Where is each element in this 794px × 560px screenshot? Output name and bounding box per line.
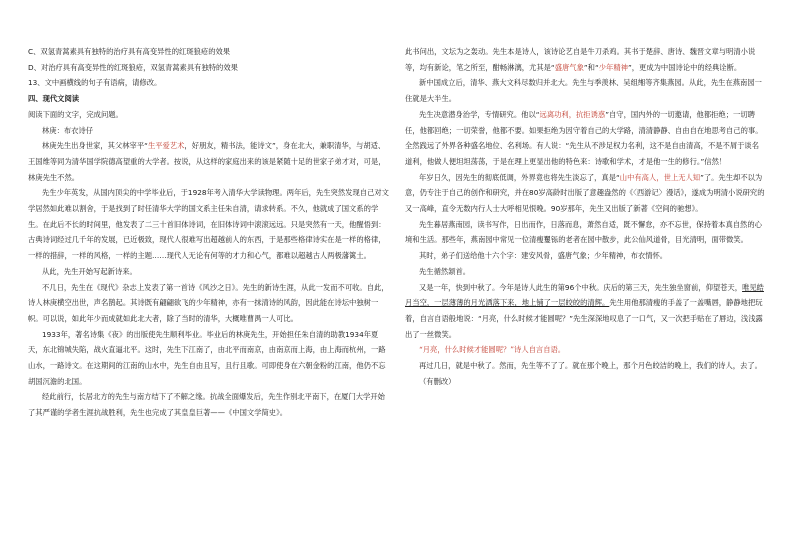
paragraph-9: 先生决意潜身治学，专情研究。他以“远离功利，抗拒诱惑”自守，国内外的一切邀请，他都拒绝；一切聘任，他都回绝；一切荣誉，他都不要。如果拒绝为因守着自己的大学路，清清静静、自由自在地思考自己的事。全然践远了外界各种盛名地位、名利场。有人说：“先生从不涉足权力名利，这不是自由清高，不是不屑于谈名道利，他做人便坦坦荡荡，于是在理上更显出他的特色来：诗歌和学术，才是他一生的修行。”信然！	[405, 109, 763, 166]
option-c: C、双氢青蒿素具有独特的治疗具有高变异性的红斑狼疮的效果	[28, 47, 231, 56]
quote-lin-zaiping: 生平爱艺术	[147, 141, 185, 151]
paragraph-16: 再过几日，就是中秋了。然而，先生等不了了。就在那个晚上，那个月色皎洁的晚上，我们的诗人，去了。	[419, 361, 762, 371]
section-heading: 四、现代文阅读	[28, 94, 80, 104]
paragraph-15: “月亮，什么时候才能圆呢？”诗人自言自语。	[419, 345, 566, 355]
paragraph-2: 先生少年英发，从国内顶尖的中学毕业后，于1928年考入清华大学读物理。两年后，先生突然发现自己对文学居然如此难以割舍，于是找到了时任清华大学的国文系主任朱自清，请求转系。不久，他就成了国文系的学生。在此后不长的时间里，他发表了二三十首旧体诗词，在旧体诗词中滚滚远远。只是突然有一天，他醒悟到：古典诗词经过几千年的发展，已近极致，现代人很难写出超越前人的东西，于是那些格律诗实在是一样的格律，一样的措辞，一样的风格，一样的主题……现代人无论有何等的才力和心气，都难以超越古人两极藩篱土。	[28, 188, 389, 261]
paragraph-12: 其时，弟子们送给他十六个字：建安风骨，盛唐气象；少年精神，布衣情怀。	[419, 251, 668, 261]
option-d: D、对治疗具有高变异性的红斑狼疮，双氢青蒿素具有独特的效果	[28, 62, 238, 72]
right-column	[405, 44, 766, 560]
paragraph-14: 又是一年，快到中秋了。今年是诗人此生的第96个中秋。庆后的第三天，先生独坐窗前，仰望苍天，唯见皓月当空，一层薄薄的月光洒落下来，地上铺了一层皎皎的清辉。先生用他那清瘦的手盖了一盖嘴唇，静静地把玩着，自言自语般地说：“月亮，什么时候才能圆呢？”先生深深地叹息了一口气，又一次把手贴在了唇边，浅浅露出了一丝微笑。	[405, 282, 764, 339]
paragraph-1: 林庚先生出身世家，其父林宰平“生平爱艺术，好朋友，精书法，能诗文”，身在北大，兼职清华，与胡适、王国维等同为清华国学院德高望重的大学者。按说，从这样的家庭出来的该是紧随十足的世家子弟才对，可是，林庚先生不然。	[28, 141, 386, 182]
edited-note: （有删改）	[419, 376, 456, 386]
article-title: 林庚：布衣诗仔	[42, 125, 94, 135]
question-13: 13、文中画横线的句子有语病，请修改。	[28, 78, 162, 88]
quote-shaonian: 少年精神	[598, 62, 628, 72]
quote-motto: 远离功利，抗拒诱惑	[539, 109, 606, 119]
paragraph-11: 先生暮居燕南园，读书写作，日出而作，日落而息，萧然自适，既不懈怠，亦不忘世，保持着本真自然的心境和生活。那些年，燕南园中常见一位清瘦矍铄的老者在园中散步，此公仙风道骨，目光清明，面带微笑。	[405, 219, 762, 245]
paragraph-8: 新中国成立后，清华、燕大文科尽数归并北大。先生与季羡林、吴组缃等齐集燕园。从此，先生在燕南园一住就是大半生。	[405, 78, 762, 104]
underlined-sentence: 唯见皓月当空，一层薄薄的月光洒落下来，地上铺了一层皎皎的清辉。	[405, 282, 764, 308]
left-column	[28, 44, 389, 560]
paragraph-6: 经此前行，长居北方的先生与南方结下了不解之缘。抗战全面爆发后，先生作别北平南下，在厦门大学开始了其严谨的学者生涯抗战胜利，先生也完成了其皇皇巨著——《中国文学简史》。	[28, 392, 385, 418]
paragraph-4: 不几日，先生在《现代》杂志上发表了第一首诗《风沙之日》。先生的新诗生涯，从此一发而不可收。自此，诗人林庚横空出世，声名鹊起。其诗既有翩翩欲飞的少年精神，亦有一抹清诗的风韵，因此能在诗坛中独树一帜。可以说，如此年少而成就如此北大者，除了当时的清华，大概唯曹禺一人可比。	[28, 282, 389, 323]
paragraph-5: 1933年，著名诗集《夜》的出版使先生顺利毕业。毕业后的林庚先生，开始担任朱自清的助教1934年夏天，东北锦城失陷，战火直逼北平。这时，先生下江南了，由北平而南京，由南京而上海，由上海而杭州，一路山水，一路诗文。在这期间的江南的山水中，先生自由且写，且行且歌。可即使身在六朝金粉的江南，他仍不忘胡国沉澹的北国。	[28, 329, 386, 386]
paragraph-13: 先生循然颔首。	[419, 266, 471, 276]
reading-instruction: 阅读下面的文字，完成问题。	[28, 109, 123, 119]
quote-mountain: 山中有高人，世上无人知	[619, 172, 701, 182]
quote-shengtang: 盛唐气象	[554, 62, 584, 72]
paragraph-10: 年岁日久，因先生的彻底低调，外界竟也将先生淡忘了，真是“山中有高人，世上无人知”了。先生却不以为意，仍专注于自己的创作和研究，并在80岁高龄时出版了意趣盎然的《〈西游记〉漫话》，遂成为明清小说研究的又一高峰，直令无数内行人士大呼相见恨晚。90岁那年，先生又出版了新著《空间的驰想》。	[405, 172, 765, 214]
paragraph-7: 此书问出，文坛为之轰动。先生本是诗人，该诗论艺自是牛刀杀鸡。其书于楚辞、唐诗、魏晋文章与明清小说等，均有新论，笔之所至，酣畅淋漓，尤其是“盛唐气象”和“少年精神”，更成为中国诗论中的经典诠断。	[405, 47, 756, 72]
paragraph-3: 从此，先生开始写起新诗来。	[42, 266, 137, 276]
